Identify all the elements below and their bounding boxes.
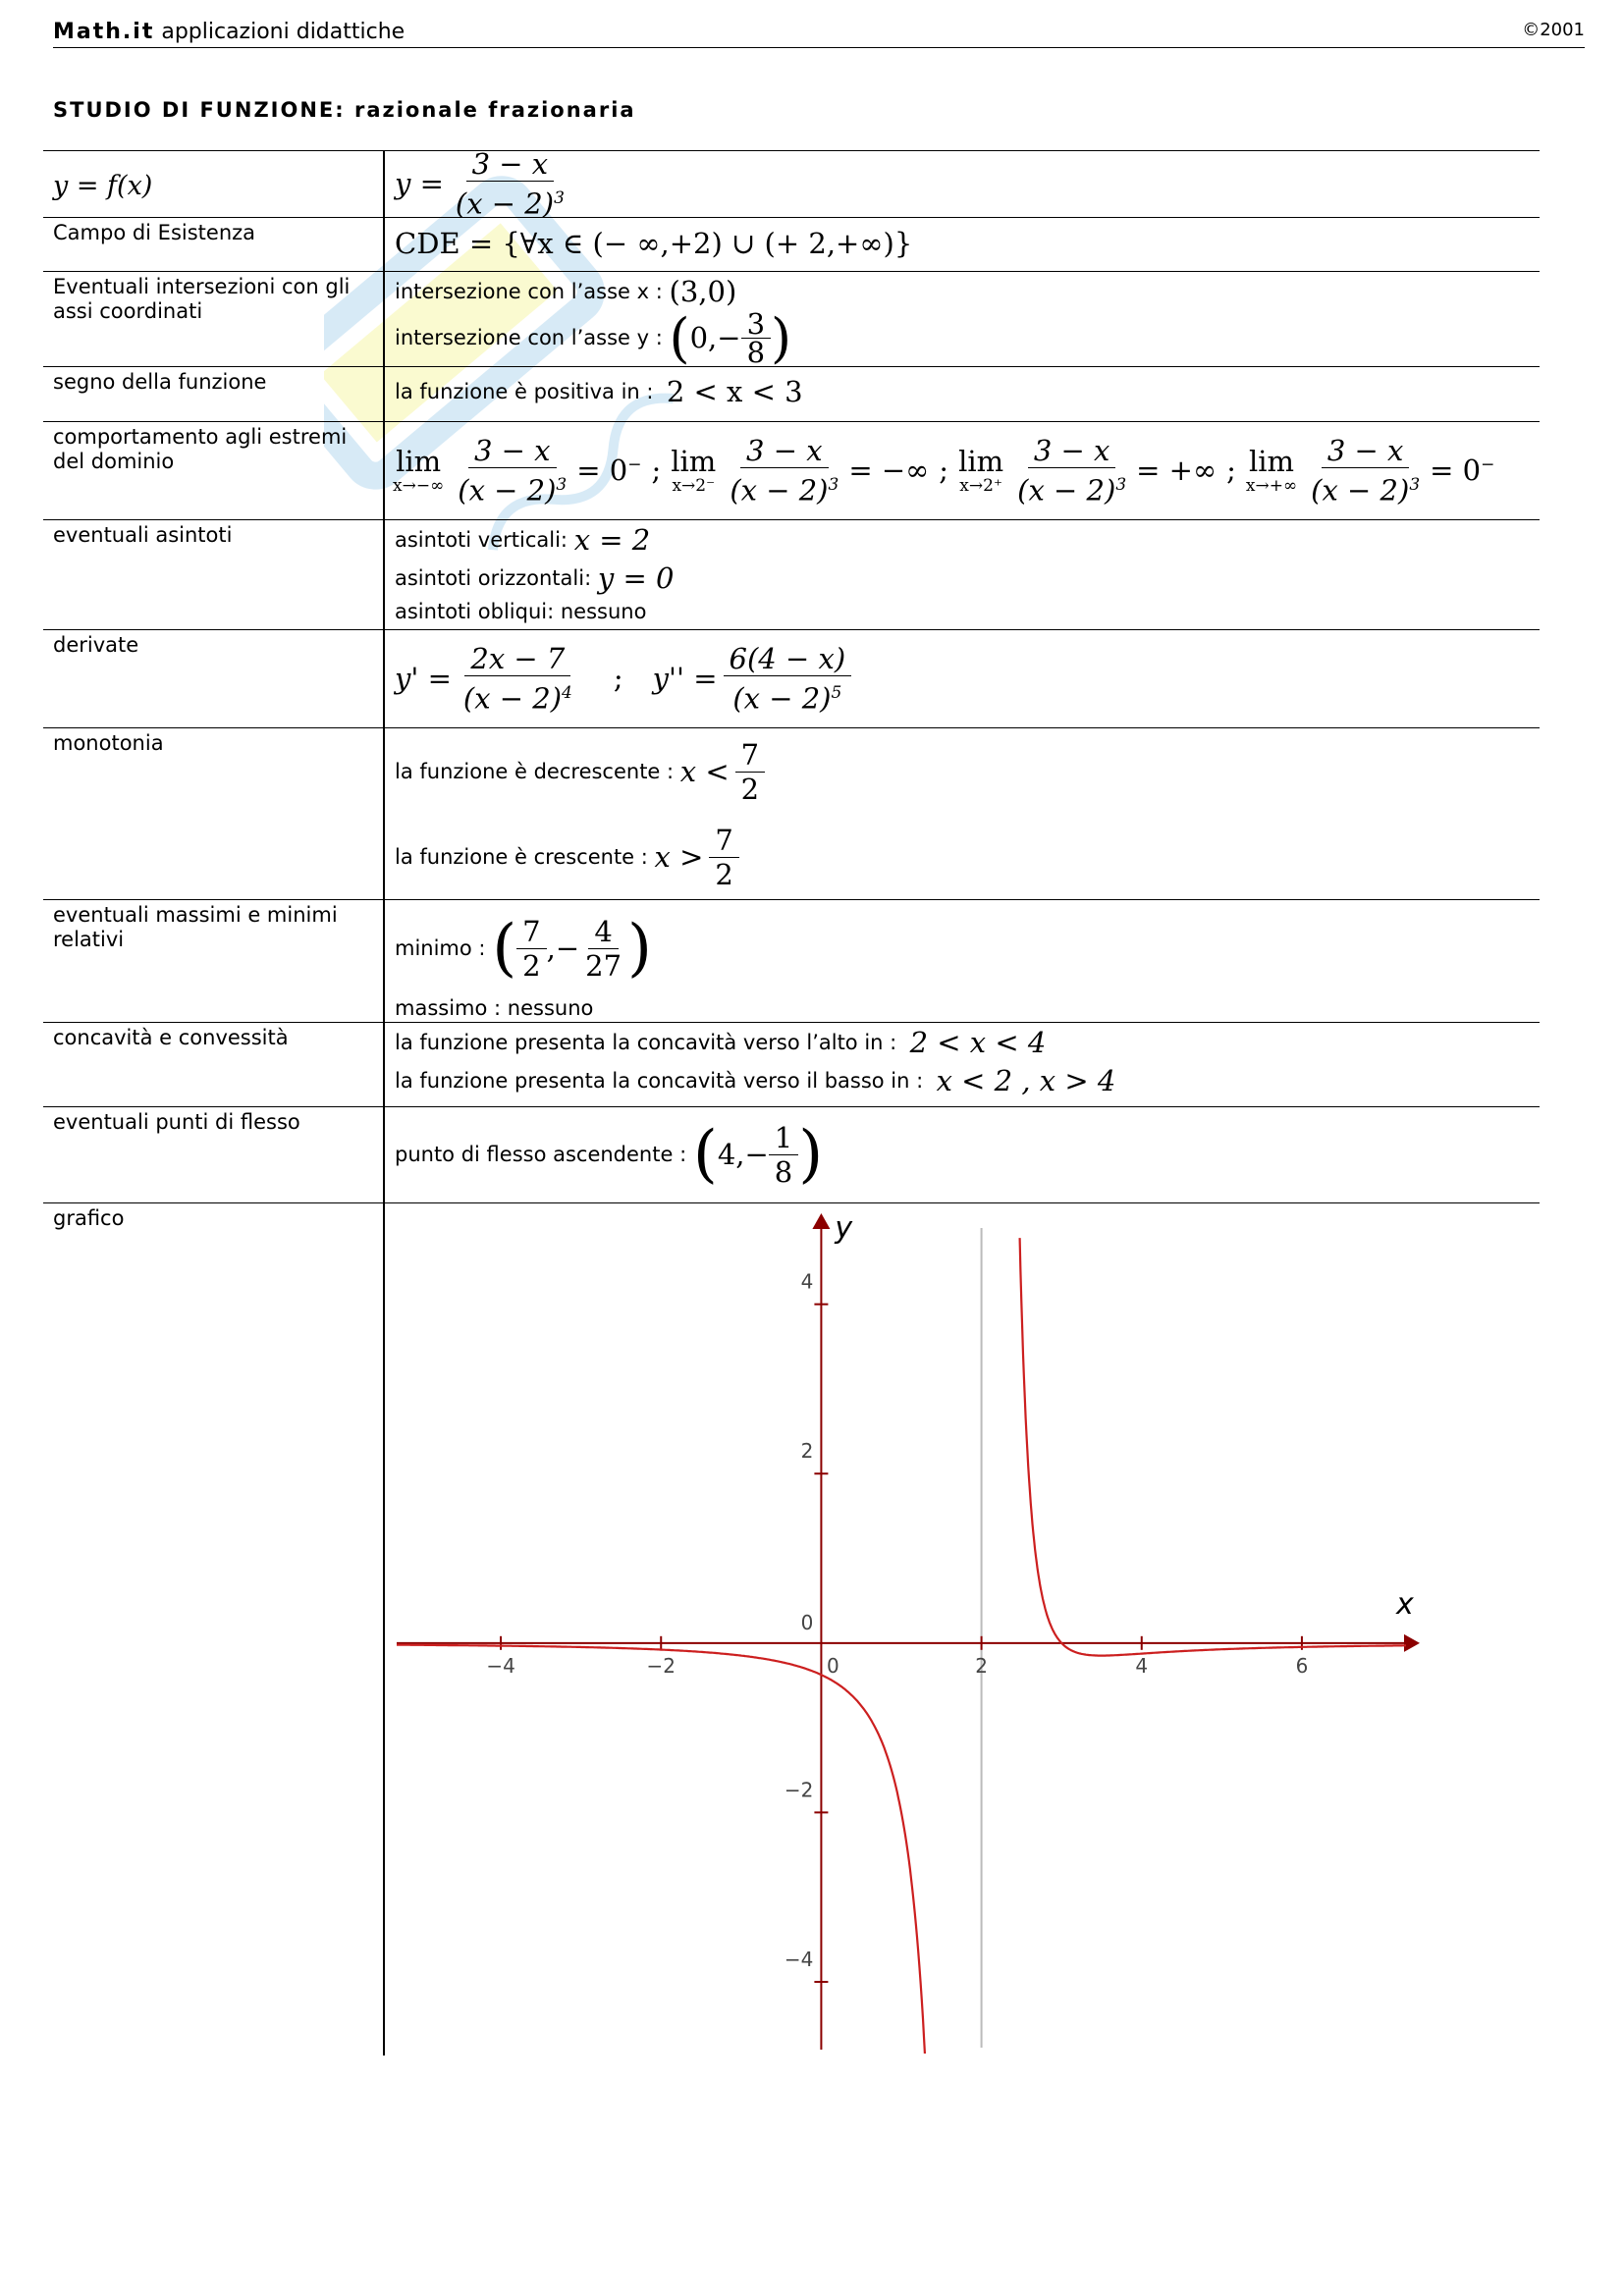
concavity-down-text: la funzione presenta la concavità verso il basso in :	[395, 1069, 924, 1093]
increasing-lhs: x >	[654, 840, 704, 874]
limit-operator: lim x→+∞	[1245, 445, 1298, 496]
increasing-fraction: $\frac{7}{2}$	[709, 824, 738, 891]
y-tick-label: −2	[784, 1778, 814, 1802]
limit-item	[1242, 434, 1504, 507]
row-intersections: Eventuali intersezioni con gli assi coordinati intersezione con l’asse x : (3,0) intersezione con l’asse y : ( 0,− $\frac{3}{8}$ )	[43, 272, 1540, 367]
minimum-separator: ,−	[546, 932, 580, 965]
row-derivatives	[43, 630, 1540, 728]
limit-item	[667, 434, 948, 507]
x-tick-label: 2	[975, 1653, 988, 1678]
limit-result: = −∞	[848, 454, 930, 487]
minimum-text: minimo :	[395, 936, 486, 960]
row-domain	[43, 218, 1540, 272]
x-tick-label: −4	[486, 1653, 515, 1678]
minimum-x-fraction: $\frac{7}{2}$	[516, 915, 546, 983]
label-asymptotes: eventuali asintoti	[43, 520, 384, 630]
intersection-x-value: (3,0)	[669, 275, 737, 308]
label-monotony: monotonia	[43, 728, 384, 900]
limit-result: = 0−	[576, 454, 642, 487]
label-domain: Campo di Esistenza	[43, 218, 384, 272]
document-title: STUDIO DI FUNZIONE: razionale frazionaria	[53, 98, 636, 122]
x-tick-label: 6	[1295, 1653, 1309, 1678]
row-asymptotes	[43, 520, 1540, 630]
x-tick-label: −2	[646, 1653, 676, 1678]
inflection-fraction: $\frac{1}{8}$	[769, 1121, 798, 1189]
function-graph	[385, 1203, 1559, 2054]
derivatives-separator: ;	[613, 662, 623, 695]
second-derivative-lhs: y'' =	[652, 662, 718, 695]
vertical-asymptote-value: x = 2	[573, 523, 651, 557]
minimum-y-fraction: $\frac{4}{27}$	[585, 914, 622, 983]
horizontal-asymptote-text: asintoti orizzontali:	[395, 566, 592, 590]
limit-fraction: $\frac{3 - x}{(x - 2)^3}$	[458, 433, 568, 507]
inflection-text: punto di flesso ascendente :	[395, 1143, 687, 1166]
brand: Math.it applicazioni didattiche	[53, 20, 406, 44]
limit-result: = 0−	[1430, 454, 1495, 487]
domain-expression: CDE = {∀x ∈ (− ∞,+2) ∪ (+ 2,+∞)}	[395, 227, 913, 260]
limit-separator: ;	[1226, 454, 1236, 487]
limit-fraction: $\frac{3 - x}{(x - 2)^3}$	[730, 433, 839, 507]
row-limits	[43, 422, 1540, 520]
y-tick-label: 0	[800, 1610, 814, 1634]
x-tick-label: 4	[1135, 1653, 1149, 1678]
label-graph: grafico	[43, 1203, 384, 2056]
limit-operator: lim x→−∞	[393, 445, 445, 496]
sign-text: la funzione è positiva in :	[395, 380, 654, 403]
y-tick-label: 2	[800, 1439, 814, 1464]
label-derivatives: derivate	[43, 630, 384, 728]
function-fraction: $\frac{3 - x}{(x - 2)^3}$	[455, 146, 565, 221]
label-inflection: eventuali punti di flesso	[43, 1107, 384, 1203]
limit-fraction: $\frac{3 - x}{(x - 2)^3}$	[1311, 433, 1421, 507]
first-derivative-lhs: y' =	[395, 662, 452, 695]
limit-separator: ;	[651, 454, 662, 487]
horizontal-asymptote-value: y = 0	[597, 561, 675, 595]
second-derivative-fraction: $\frac{6(4 - x)}{(x - 2)^5}$	[724, 642, 852, 716]
concavity-up-text: la funzione presenta la concavità verso l’alto in :	[395, 1031, 897, 1054]
x-tick-label: 0	[827, 1653, 839, 1678]
row-graph	[43, 1203, 1540, 2056]
vertical-asymptote-text: asintoti verticali:	[395, 528, 568, 552]
limits-list	[389, 422, 1536, 518]
x-axis-label: x	[1396, 1586, 1414, 1622]
decreasing-fraction: $\frac{7}{2}$	[735, 738, 765, 806]
label-sign: segno della funzione	[43, 367, 384, 422]
intersection-y-text: intersezione con l’asse y :	[395, 326, 663, 349]
y-axis-arrow	[812, 1213, 830, 1229]
row-sign	[43, 367, 1540, 422]
row-inflection: eventuali punti di flesso punto di flesso ascendente : ( 4,− $\frac{1}{8}$ )	[43, 1107, 1540, 1203]
intersection-x-text: intersezione con l’asse x :	[395, 280, 663, 303]
inflection-lead: 4,−	[717, 1138, 769, 1171]
maximum-text: massimo : nessuno	[395, 996, 594, 1020]
limit-item	[389, 434, 661, 507]
row-monotony	[43, 728, 1540, 900]
decreasing-text: la funzione è decrescente :	[395, 760, 675, 783]
label-intersections: Eventuali intersezioni con gli assi coordinati	[43, 272, 384, 367]
document-subtitle: razionale frazionaria	[353, 98, 636, 122]
copyright: ©2001	[1522, 20, 1585, 40]
sign-value: 2 < x < 3	[666, 375, 803, 408]
concavity-up-value: 2 < x < 4	[909, 1026, 1047, 1059]
row-concavity	[43, 1023, 1540, 1107]
y-axis-label: y	[835, 1211, 853, 1246]
limit-fraction: $\frac{3 - x}{(x - 2)^3}$	[1017, 433, 1127, 507]
first-derivative-fraction: $\frac{2x - 7}{(x - 2)^4}$	[462, 641, 572, 716]
function-lhs: y =	[395, 167, 444, 200]
limit-separator: ;	[939, 454, 949, 487]
decreasing-lhs: x <	[679, 755, 730, 788]
row-extrema: eventuali massimi e minimi relativi minimo : ( $\frac{7}{2}$ ,− $\frac{4}{27}$ ) massimo : nessuno	[43, 900, 1540, 1023]
concavity-down-value: x < 2 , x > 4	[936, 1064, 1116, 1097]
y-tick-label: 4	[800, 1269, 814, 1294]
intersection-y-lead: 0,−	[689, 321, 741, 354]
study-table	[43, 146, 1540, 2056]
page-header	[53, 20, 1585, 48]
curve-right-branch	[1020, 1238, 1406, 1656]
x-axis-arrow	[1404, 1634, 1420, 1652]
label-concavity: concavità e convessità	[43, 1023, 384, 1107]
oblique-asymptote-text: asintoti obliqui: nessuno	[395, 600, 647, 623]
label-limits: comportamento agli estremi del dominio	[43, 422, 384, 520]
curve-left-branch	[397, 1645, 925, 2054]
increasing-text: la funzione è crescente :	[395, 845, 648, 869]
limit-operator: lim x→2⁺	[958, 445, 1004, 496]
limit-result: = +∞	[1136, 454, 1217, 487]
label-extrema: eventuali massimi e minimi relativi	[43, 900, 384, 1023]
label-function: y = f(x)	[53, 171, 153, 201]
limit-item	[954, 434, 1236, 507]
limit-operator: lim x→2⁻	[671, 445, 717, 496]
y-tick-label: −4	[784, 1947, 814, 1971]
row-function	[43, 151, 1540, 218]
intersection-y-fraction: $\frac{3}{8}$	[741, 310, 771, 366]
